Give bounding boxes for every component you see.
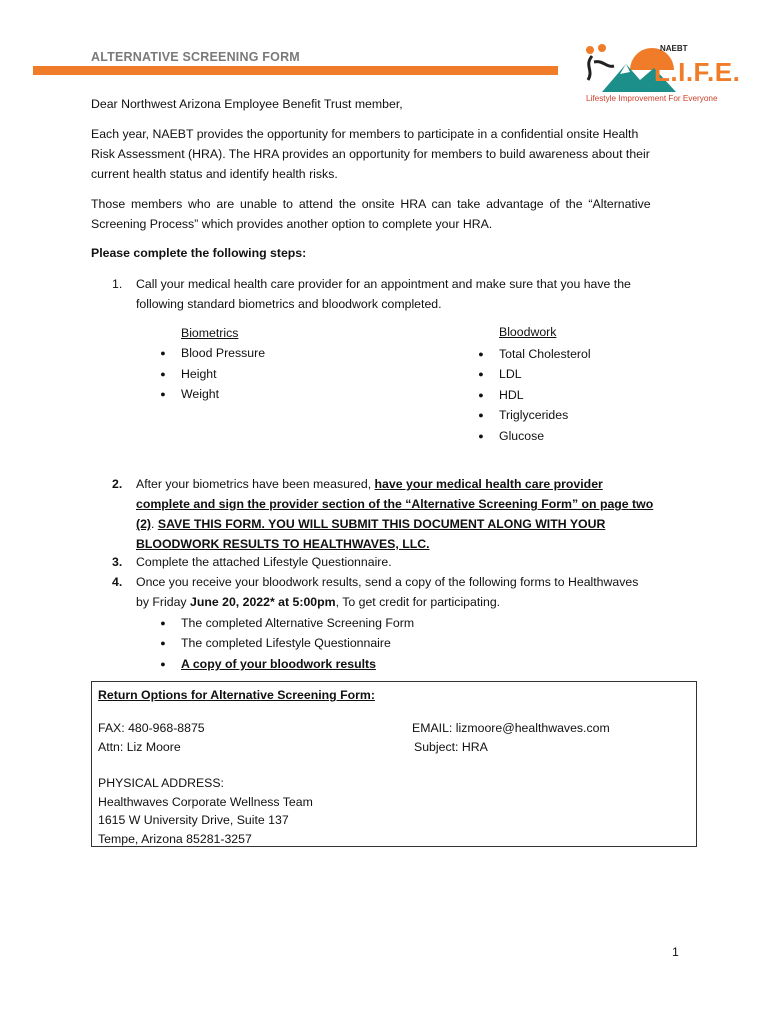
step-number: 2.	[112, 477, 123, 491]
alt-line: Screening Process” which provides another option to complete your HRA.	[91, 217, 493, 231]
step-3-text: Complete the attached Lifestyle Questionnaire.	[136, 555, 392, 569]
address-line: 1615 W University Drive, Suite 137	[98, 813, 289, 827]
alternative-paragraph	[91, 194, 681, 234]
fax-number: FAX: 480-968-8875	[98, 721, 205, 735]
bloodwork-item: Triglycerides	[499, 408, 569, 422]
greeting: Dear Northwest Arizona Employee Benefit Trust member,	[91, 97, 403, 111]
biometrics-heading: Biometrics	[181, 326, 239, 340]
bullet-icon: ●	[160, 618, 166, 628]
step-4-plain: by Friday	[136, 595, 190, 609]
bullet-icon: ●	[478, 349, 484, 359]
intro-paragraph	[91, 124, 681, 184]
logo-org: NAEBT	[660, 44, 688, 53]
submit-item: The completed Alternative Screening Form	[181, 616, 415, 630]
email-line	[412, 718, 610, 738]
step-1-line: following standard biometrics and bloodwork completed.	[136, 297, 442, 311]
bloodwork-item: LDL	[499, 367, 522, 381]
step-2-line: complete and sign the provider section of the “Alternative Screening Form” on page two	[136, 497, 654, 511]
submit-item: The completed Lifestyle Questionnaire	[181, 636, 391, 650]
step-2-save-note: SAVE THIS FORM. YOU WILL SUBMIT THIS DOCUMENT ALONG WITH YOUR	[157, 517, 606, 531]
logo-tagline: Lifestyle Improvement For Everyone	[586, 94, 718, 103]
address-label: PHYSICAL ADDRESS:	[98, 776, 224, 790]
bullet-icon: ●	[160, 369, 166, 379]
step-4-deadline: June 20, 2022* at 5:00pm	[190, 595, 336, 609]
email-label: EMAIL:	[412, 721, 456, 735]
step-number: 3.	[112, 555, 123, 569]
step-4-plain: , To get credit for participating.	[335, 595, 501, 609]
bullet-icon: ●	[160, 389, 166, 399]
submit-item: A copy of your bloodwork results	[181, 657, 376, 671]
bloodwork-item: Glucose	[499, 429, 545, 443]
biometric-item: Weight	[181, 387, 220, 401]
step-2-text	[136, 474, 696, 554]
email-subject: Subject: HRA	[414, 740, 488, 754]
bullet-icon: ●	[478, 431, 484, 441]
alt-line: Those members who are unable to attend the onsite HRA can take advantage of the “Alternative	[91, 197, 651, 211]
bullet-icon: ●	[478, 410, 484, 420]
fax-attention: Attn: Liz Moore	[98, 740, 181, 754]
email-address[interactable]: lizmoore@healthwaves.com	[455, 721, 610, 735]
intro-line: Each year, NAEBT provides the opportunity for members to participate in a confidential onsite Health	[91, 127, 639, 141]
intro-line: Risk Assessment (HRA). The HRA provides an opportunity for members to build awareness about their	[91, 147, 650, 161]
step-2-plain: After your biometrics have been measured,	[136, 477, 375, 491]
biometric-item: Blood Pressure	[181, 346, 266, 360]
step-2-sep: .	[151, 517, 158, 531]
form-title: ALTERNATIVE SCREENING FORM	[91, 50, 300, 64]
bloodwork-item: HDL	[499, 388, 524, 402]
step-2-line: BLOODWORK RESULTS TO HEALTHWAVES, LLC.	[136, 537, 430, 551]
logo-brand: L.I.F.E.	[654, 57, 741, 87]
intro-line: current health status and identify health risks.	[91, 167, 338, 181]
bullet-icon: ●	[478, 390, 484, 400]
header-accent-bar	[33, 66, 558, 75]
steps-heading: Please complete the following steps:	[91, 246, 307, 260]
return-options-heading: Return Options for Alternative Screening Form:	[98, 688, 375, 702]
step-4-text	[136, 572, 696, 612]
step-2-emphasis: have your medical health care provider	[374, 477, 603, 491]
bullet-icon: ●	[478, 369, 484, 379]
step-2-page-ref: (2)	[136, 517, 152, 531]
step-1-line: Call your medical health care provider for an appointment and make sure that you have the	[136, 277, 631, 291]
address-line: Tempe, Arizona 85281-3257	[98, 832, 252, 846]
bullet-icon: ●	[160, 659, 166, 669]
address-line: Healthwaves Corporate Wellness Team	[98, 795, 313, 809]
step-number: 4.	[112, 575, 123, 589]
page-number: 1	[672, 945, 679, 959]
step-4-line: Once you receive your bloodwork results, send a copy of the following forms to Healthwaves	[136, 575, 639, 589]
step-1-text	[136, 274, 696, 314]
bullet-icon: ●	[160, 348, 166, 358]
bloodwork-heading: Bloodwork	[499, 325, 557, 339]
bullet-icon: ●	[160, 638, 166, 648]
bloodwork-item: Total Cholesterol	[499, 347, 591, 361]
biometric-item: Height	[181, 367, 217, 381]
step-number: 1.	[112, 277, 123, 291]
